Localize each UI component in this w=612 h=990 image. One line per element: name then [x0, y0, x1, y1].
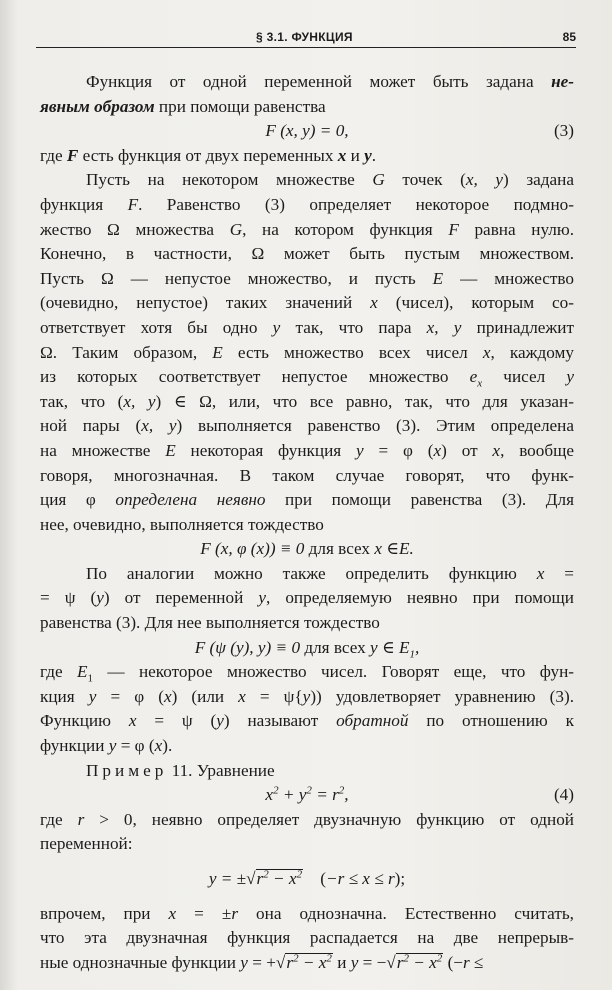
text-line: ция φ определена неявно при помощи равенства (3). Для [40, 490, 575, 510]
text-line: впрочем, при x = ±r она однозначна. Естественно считать, [40, 903, 574, 923]
equation-3 [40, 119, 574, 144]
text-line: функции y = φ (x). [40, 736, 173, 756]
text-line: = ψ (y) от переменной y, определяемую неявно при помощи [40, 588, 574, 608]
text-line: что эта двузначная функция распадается на две непрерыв- [40, 928, 574, 948]
text-line: ной пары (x, y) выполняется равенство (3). Этим определена [40, 416, 575, 436]
running-header [36, 26, 576, 48]
page-body [40, 70, 574, 975]
text-line: равенства (3). Для нее выполняется тождество [40, 613, 380, 633]
text-line: кция y = φ (x) (или x = ψ{y)) удовлетворяет уравнению (3). [40, 686, 575, 706]
text-line: где r > 0, неявно определяет двузначную функцию от одной [40, 809, 575, 829]
header-rule [36, 47, 576, 48]
page-number: 85 [562, 30, 576, 44]
text-line: Пусть Ω — непустое множество, и пусть E — множество [40, 268, 574, 288]
text-line: из которых соответствует непустое множество $e_x$ чисел y [40, 367, 574, 390]
text-line: нее, очевидно, выполняется тождество [40, 514, 324, 534]
text-line: ные однозначные функции $y = +√r^2 - x^2$ и $y = -√r^2 - x^2$ (−r ≤ [40, 952, 484, 972]
equation-4-body: $x^2 + y^2 = r^2$, [265, 784, 349, 805]
identity-psi: F (ψ (y), y) ≡ 0 для всех y ∈ $E_1$, [194, 637, 420, 661]
root-formula: $y = \pm√r^2 - x^2$ (−r ≤ x ≤ r); [208, 868, 406, 888]
paragraph-implicit-definition: Функция от одной переменной может быть задана не- [86, 72, 574, 91]
identity-phi: F (x, φ (x)) ≡ 0 для всех x ∈E. [200, 539, 414, 559]
example-heading: Пример 11. Уравнение [86, 760, 275, 780]
text-line: Ω. Таким образом, E есть множество всех чисел x, каждому [40, 342, 574, 362]
text-line: (очевидно, непустое) таких значений x (чисел), которым со- [40, 293, 574, 313]
line-F-function: где F есть функция от двух переменных x и y. [40, 145, 377, 165]
paragraph-implicit-definition-cont: явным образом при помощи равенства [40, 96, 326, 116]
text-line: где $E_1$ — некоторое множество чисел. Говорят еще, что фун- [40, 662, 574, 685]
text-line: Пусть на некотором множестве G точек (x, y) задана [86, 170, 574, 190]
text-line: Конечно, в частности, Ω может быть пустым множеством. [40, 244, 574, 264]
text-line: так, что (x, y) ∈ Ω, или, что все равно, так, что для указан- [40, 391, 574, 411]
text-line: ответствует хотя бы одно y так, что пара x, y принадлежит [40, 317, 574, 337]
section-title: § 3.1. ФУНКЦИЯ [256, 30, 353, 44]
equation-3-number: (3) [553, 121, 574, 141]
text-line: Функцию x = ψ (y) называют обратной по отношению к [40, 711, 574, 731]
text-line: жество Ω множества G, на котором функция F равна нулю. [40, 219, 575, 239]
equation-4 [40, 783, 574, 808]
text-line: говоря, многозначная. В таком случае говорят, что функ- [40, 465, 574, 485]
text-line: функция F. Равенство (3) определяет некоторое подмно- [40, 194, 574, 214]
text-line: По аналогии можно также определить функцию x = [86, 563, 574, 583]
equation-4-number: (4) [553, 785, 574, 805]
text-line: на множестве E некоторая функция y = φ (x) от x, вообще [40, 440, 574, 460]
text-line: переменной: [40, 834, 133, 854]
equation-3-body: F (x, y) = 0, [265, 121, 349, 141]
